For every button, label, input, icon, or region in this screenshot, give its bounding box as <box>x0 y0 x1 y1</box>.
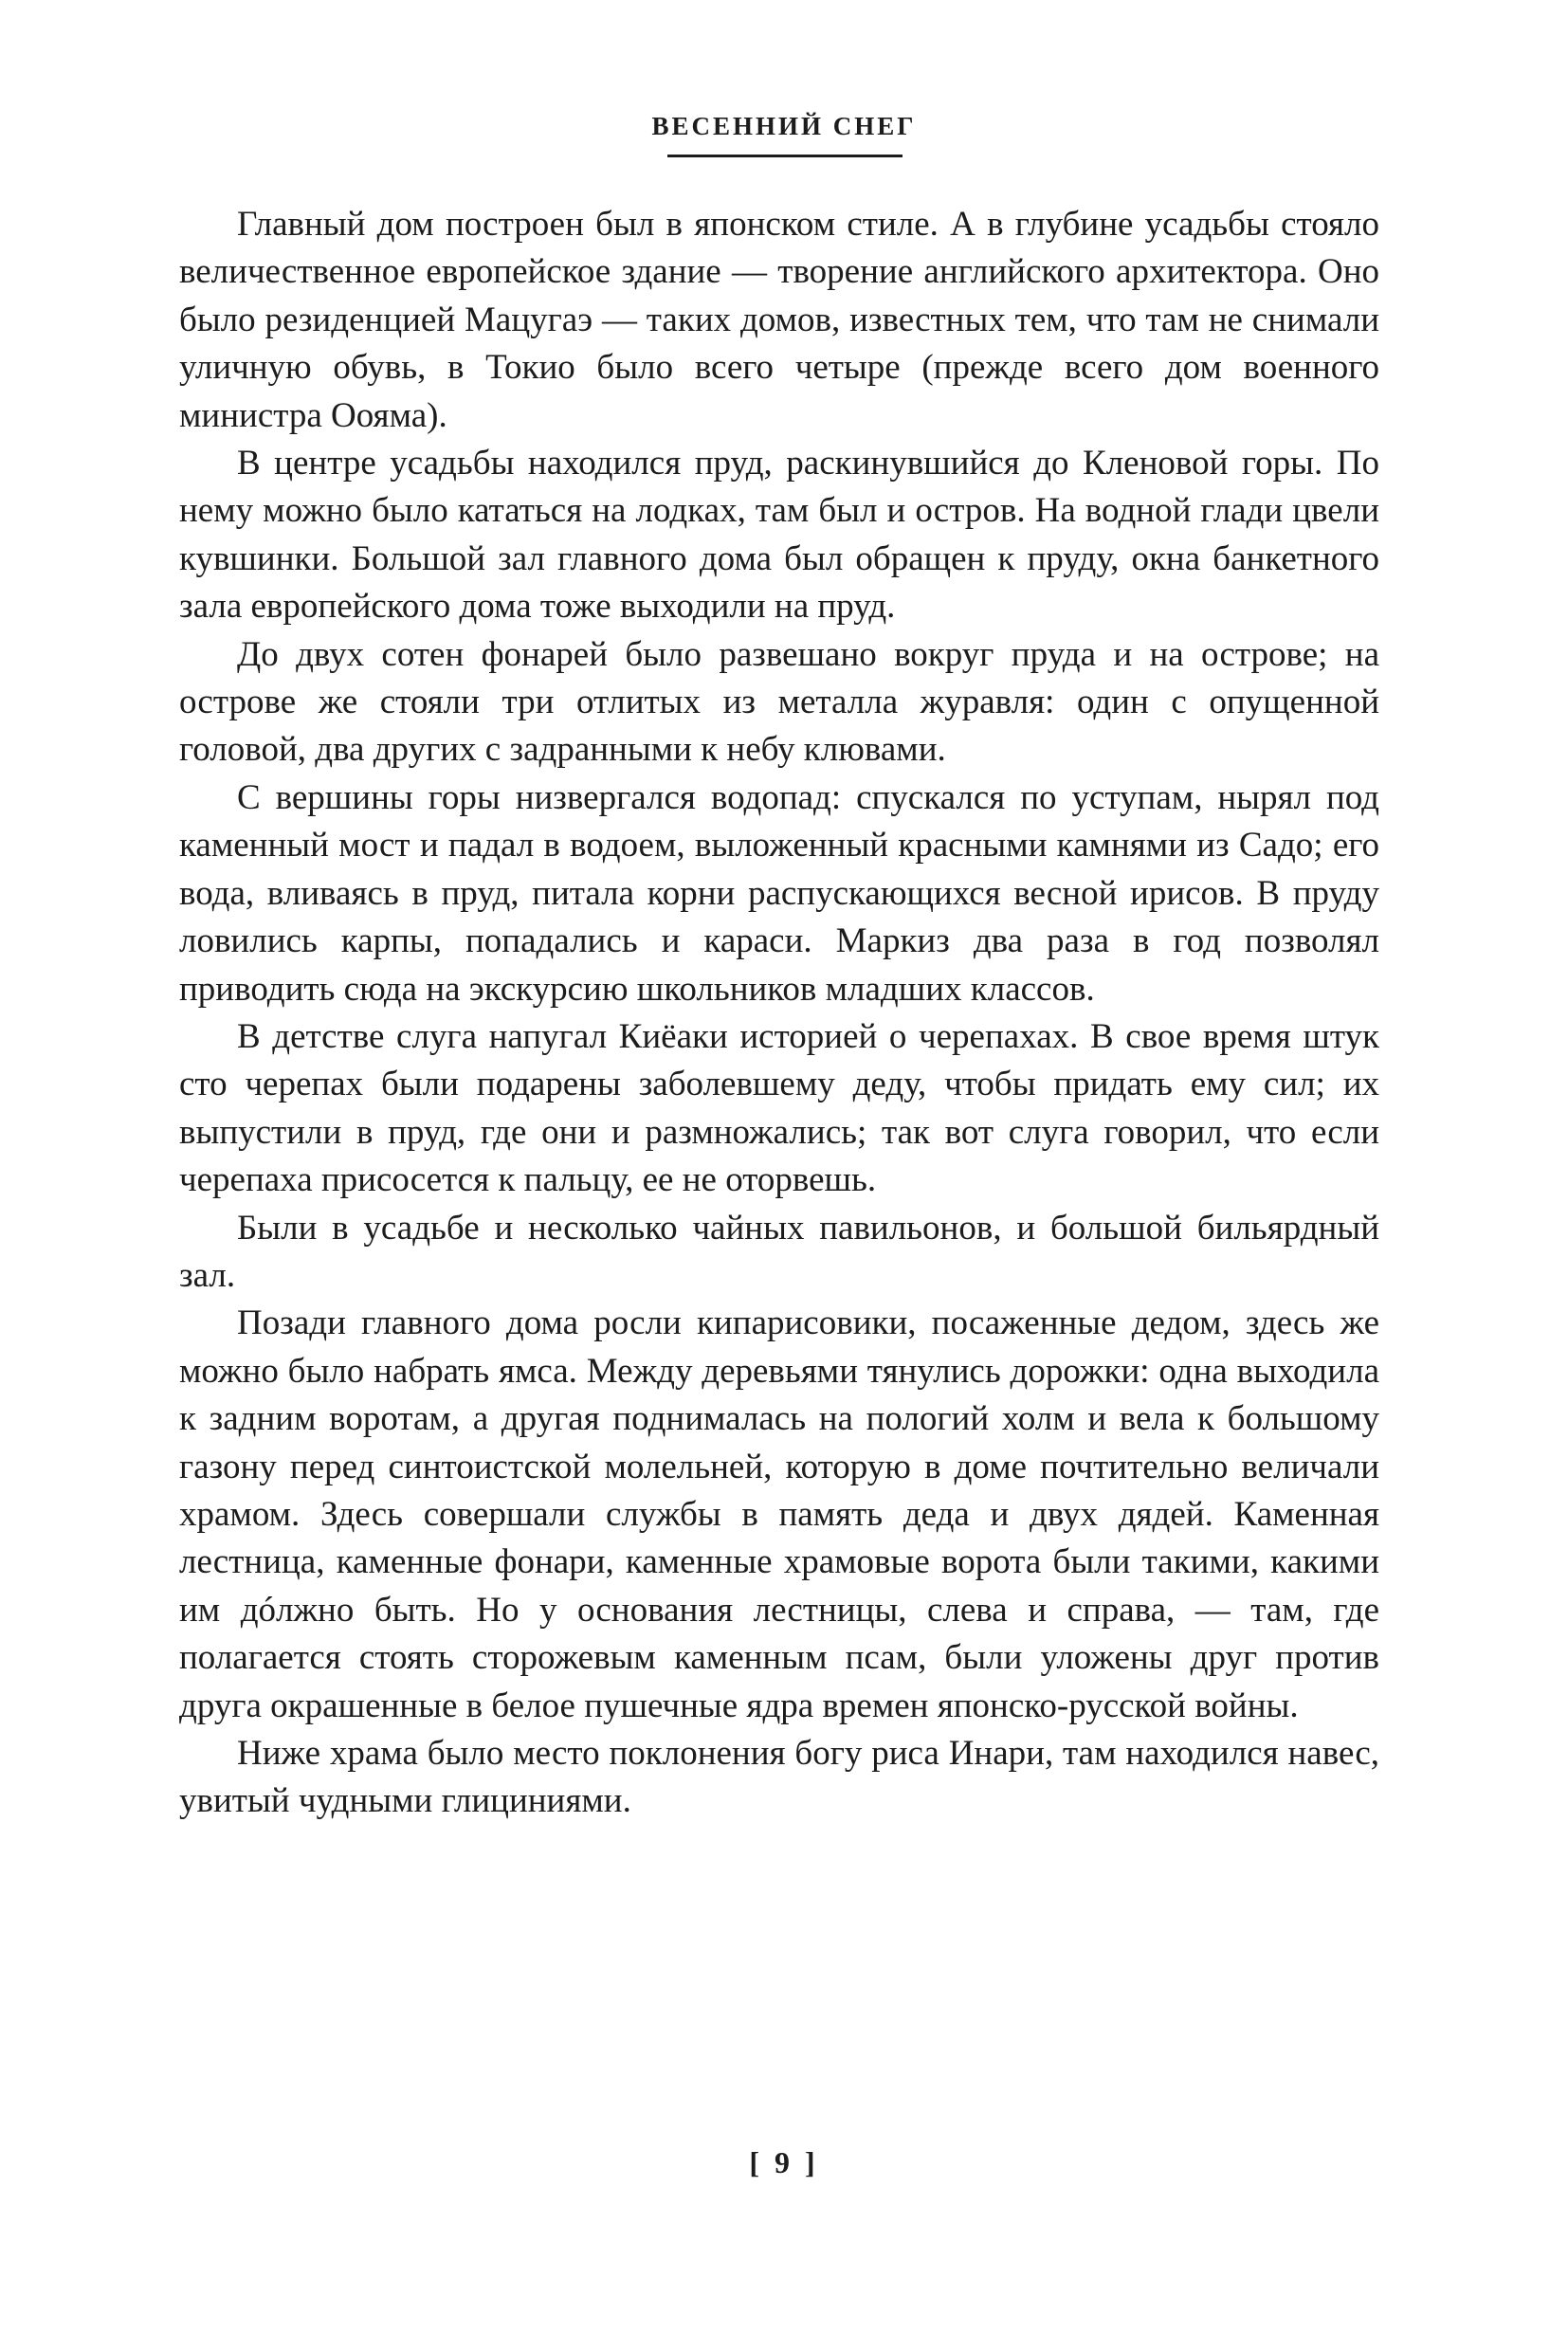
paragraph: Были в усадьбе и несколько чайных павильонов, и большой бильярдный зал. <box>179 1208 1379 1295</box>
paragraph: До двух сотен фонарей было развешано вокруг пруда и на острове; на острове же стояли три отлитых из металла журавля: один с опущенной головой, два других с задранными к небу клювами. <box>179 634 1379 770</box>
page-number: [ 9 ] <box>749 2145 819 2179</box>
paragraph: Позади главного дома росли кипарисовики, посаженные дедом, здесь же можно было набрать ямса. Между деревьями тянулись дорожки: одна выходила к задним воротам, а другая поднималась на пологий холм и вела к большому газону перед синтоистской молельней, которую в доме почтительно величали храмом. Здесь совершали службы в память деда и двух дядей. Каменная лестница, каменные фонари, каменные храмовые ворота были такими, какими им дóлжно быть. Но у основания лестницы, слева и справа, — там, где полагается стоять сторожевым каменным псам, были уложены друг против друга окрашенные в белое пушечные ядра времен японско-русской войны. <box>179 1303 1379 1725</box>
running-head-rule <box>667 155 903 157</box>
paragraph: Ниже храма было место поклонения богу риса Инари, там находился навес, увитый чудными глициниями. <box>179 1734 1379 1821</box>
running-head: ВЕСЕННИЙ СНЕГ <box>651 112 917 140</box>
paragraph: В детстве слуга напугал Киёаки историей о черепахах. В свое время штук сто черепах были подарены заболевшему деду, чтобы придать ему сил; их выпустили в пруд, где они и размножались; так вот слуга говорил, что если черепаха присосется к пальцу, ее не оторвешь. <box>179 1016 1379 1200</box>
body-text <box>179 201 1379 1826</box>
paragraph: С вершины горы низвергался водопад: спускался по уступам, нырял под каменный мост и падал в водоем, выложенный красными камнями из Садо; его вода, вливаясь в пруд, питала корни распускающихся весной ирисов. В пруду ловились карпы, попадались и караси. Маркиз два раза в год позволял приводить сюда на экскурсию школьников младших классов. <box>179 777 1379 1009</box>
paragraph: В центре усадьбы находился пруд, раскинувшийся до Кленовой горы. По нему можно было кататься на лодках, там был и остров. На водной глади цвели кувшинки. Большой зал главного дома был обращен к пруду, окна банкетного зала европейского дома тоже выходили на пруд. <box>179 444 1379 627</box>
paragraph: Главный дом построен был в японском стиле. А в глубине усадьбы стояло величественное европейское здание — творение английского архитектора. Оно было резиденцией Мацугаэ — таких домов, известных тем, что там не снимали уличную обувь, в Токио было всего четыре (прежде всего дом военного министра Оояма). <box>179 205 1379 435</box>
